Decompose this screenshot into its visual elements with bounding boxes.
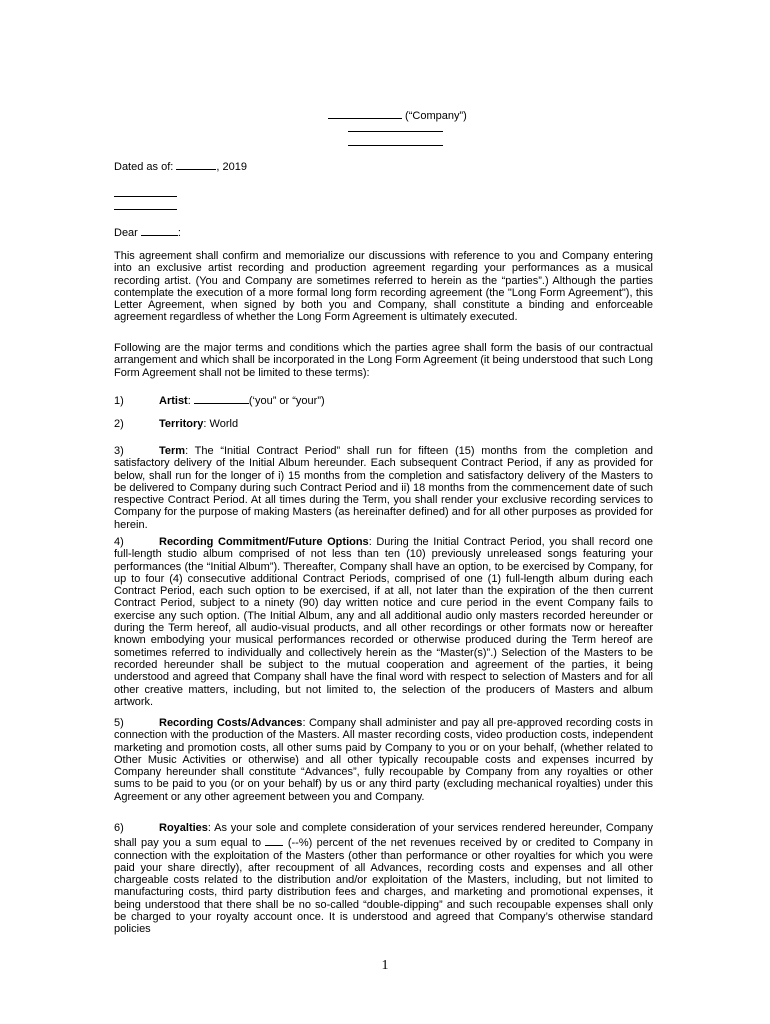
term-body: : As your sole and complete consideration of your services rendered hereunder, Company shall pay you a sum equal to — [114, 822, 653, 850]
artist-name-blank[interactable] — [194, 392, 249, 404]
term-number: 3) — [114, 445, 124, 457]
term-5-text — [114, 717, 653, 803]
term-6-royalties — [114, 822, 653, 936]
term-heading: Territory — [159, 418, 204, 430]
term-number: 6) — [114, 822, 124, 834]
term-4-recording-commitment — [114, 536, 653, 708]
recipient-address-blank-2[interactable] — [114, 208, 177, 210]
term-3-text — [114, 445, 653, 531]
term-1-artist — [114, 392, 653, 407]
dated-line — [114, 158, 247, 173]
term-heading: Term — [159, 445, 186, 457]
salutation-prefix: Dear — [114, 227, 141, 239]
salutation — [114, 224, 181, 239]
term-body: : World — [203, 418, 239, 430]
term-2-territory — [114, 418, 653, 430]
salutation-suffix: : — [177, 227, 181, 239]
intro-text-2: Following are the major terms and conditions which the parties agree shall form the basis of our contractual arrangement and which shall be incorporated in the Long Form Agreement (it being understood that such Long Form Agreement shall not be limited to these terms): — [114, 342, 653, 379]
company-address-blank-1[interactable] — [348, 131, 443, 132]
company-header — [328, 107, 528, 122]
company-label: (“Company”) — [402, 110, 467, 122]
term-4-text — [114, 536, 653, 708]
term-2-text — [114, 418, 653, 430]
term-number: 4) — [114, 536, 124, 548]
term-body: : During the Initial Contract Period, you shall record one full-length studio album comprised of not less than ten (10) previously unreleased songs featuring your performances (the “Initial Album”). Thereafter, Company shall have an option, to be exercised by Company, for up to four (4) consecutive additional Contract Periods, comprised of one (1) full-length album during each Contract Period, each such option to be exercised, if at all, not later than the expiration of the then current Contract Period, subject to a ninety (90) day written notice and cure period in the event Company fails to exercise any such option. (The Initial Album, any and all additional audio only masters recorded hereunder or during the Term hereof, all audio-visual products, and all other recordings or other formats now or hereafter known embodying your musical performances recorded or otherwise produced during the Term hereof are sometimes referred to individually and collectively herein as the “Master(s)”.) Selection of the Masters to be recorded hereunder shall be subject to the mutual cooperation and agreement of the parties, it being understood and agreed that Company shall have the final word with respect to selection of Masters and for all other creative matters, including, but not limited to, the selection of the producers of Masters and album artwork. — [114, 536, 653, 708]
term-body: : The “Initial Contract Period” shall run for fifteen (15) months from the completion and satisfactory delivery of the Initial Album hereunder. Each subsequent Contract Period, if any as provided for below, shall run for the longer of i) 15 months from the completion and satisfactory delivery of the Masters to be delivered to Company during such Contract Period and ii) 18 months from the commencement date of such respective Contract Period. At all times during the Term, you shall render your exclusive recording services to Company for the purpose of making Masters (as hereinafter defined) and for all other purposes as provided for herein. — [114, 445, 653, 531]
term-heading: Royalties — [159, 822, 208, 834]
term-body-after: (‘you” or “your”) — [248, 395, 325, 407]
term-body: : Company shall administer and pay all pre-approved recording costs in connection with the production of the Masters. All master recording costs, video production costs, independent marketing and promotion costs, all other sums paid by Company to you or on your behalf, (whether related to Other Music Activities or otherwise) and all other typically recoupable costs and expenses incurred by Company hereunder shall constitute “Advances”, fully recoupable by Company from any royalties or other sums to be paid to you (or on your behalf) by us or any third party (excluding mechanical royalties) under this Agreement or any other agreement between you and Company. — [114, 717, 653, 803]
company-name-blank[interactable] — [328, 107, 402, 119]
date-blank[interactable] — [176, 158, 216, 170]
term-number: 5) — [114, 717, 124, 729]
term-body: : — [187, 395, 194, 407]
dated-prefix: Dated as of: — [114, 161, 177, 173]
term-5-recording-costs — [114, 717, 653, 803]
intro-paragraph-2 — [114, 342, 653, 379]
page-number: 1 — [381, 958, 389, 973]
term-body-continued: (--%) percent of the net revenues received by or credited to Company in connection with the exploitation of the Masters (other than performance or other royalties for which you were paid your share directly), after recoupment of all Advances, recording costs and expenses and all other chargeable costs related to the distribution and/or exploitation of the Masters, including, but not limited to manufacturing costs, third party distribution fees and charges, and marketing and promotional expenses, it being understood that there shall be no so-called “double-dipping” and such recoupable expenses shall only be charged to your royalty account once. It is understood and agreed that Company’s otherwise standard policies — [114, 837, 653, 936]
term-heading: Recording Commitment/Future Options — [159, 536, 369, 548]
term-heading: Artist — [159, 395, 188, 407]
term-heading: Recording Costs/Advances — [159, 717, 303, 729]
term-1-text — [114, 392, 653, 407]
recipient-address-blank-1[interactable] — [114, 195, 177, 197]
term-3-term — [114, 445, 653, 531]
intro-text-1: This agreement shall confirm and memorialize our discussions with reference to you and Company entering into an exclusive artist recording and production agreement regarding your performances as a musical recording artist. (You and Company are sometimes referred to herein as the “parties”.) Although the parties contemplate the execution of a more formal long form recording agreement (the "Long Form Agreement"), this Letter Agreement, when signed by both you and Company, shall constitute a binding and enforceable agreement regardless of whether the Long Form Agreement is ultimately executed. — [114, 250, 653, 324]
term-number: 1) — [114, 395, 124, 407]
term-6-text — [114, 822, 653, 936]
royalty-percent-blank[interactable] — [265, 834, 283, 846]
company-line — [328, 107, 528, 122]
recipient-name-blank[interactable] — [141, 224, 178, 236]
term-number: 2) — [114, 418, 124, 430]
company-address-blank-2[interactable] — [348, 145, 443, 146]
dated-year: , 2019 — [216, 161, 247, 173]
intro-paragraph-1 — [114, 250, 653, 324]
